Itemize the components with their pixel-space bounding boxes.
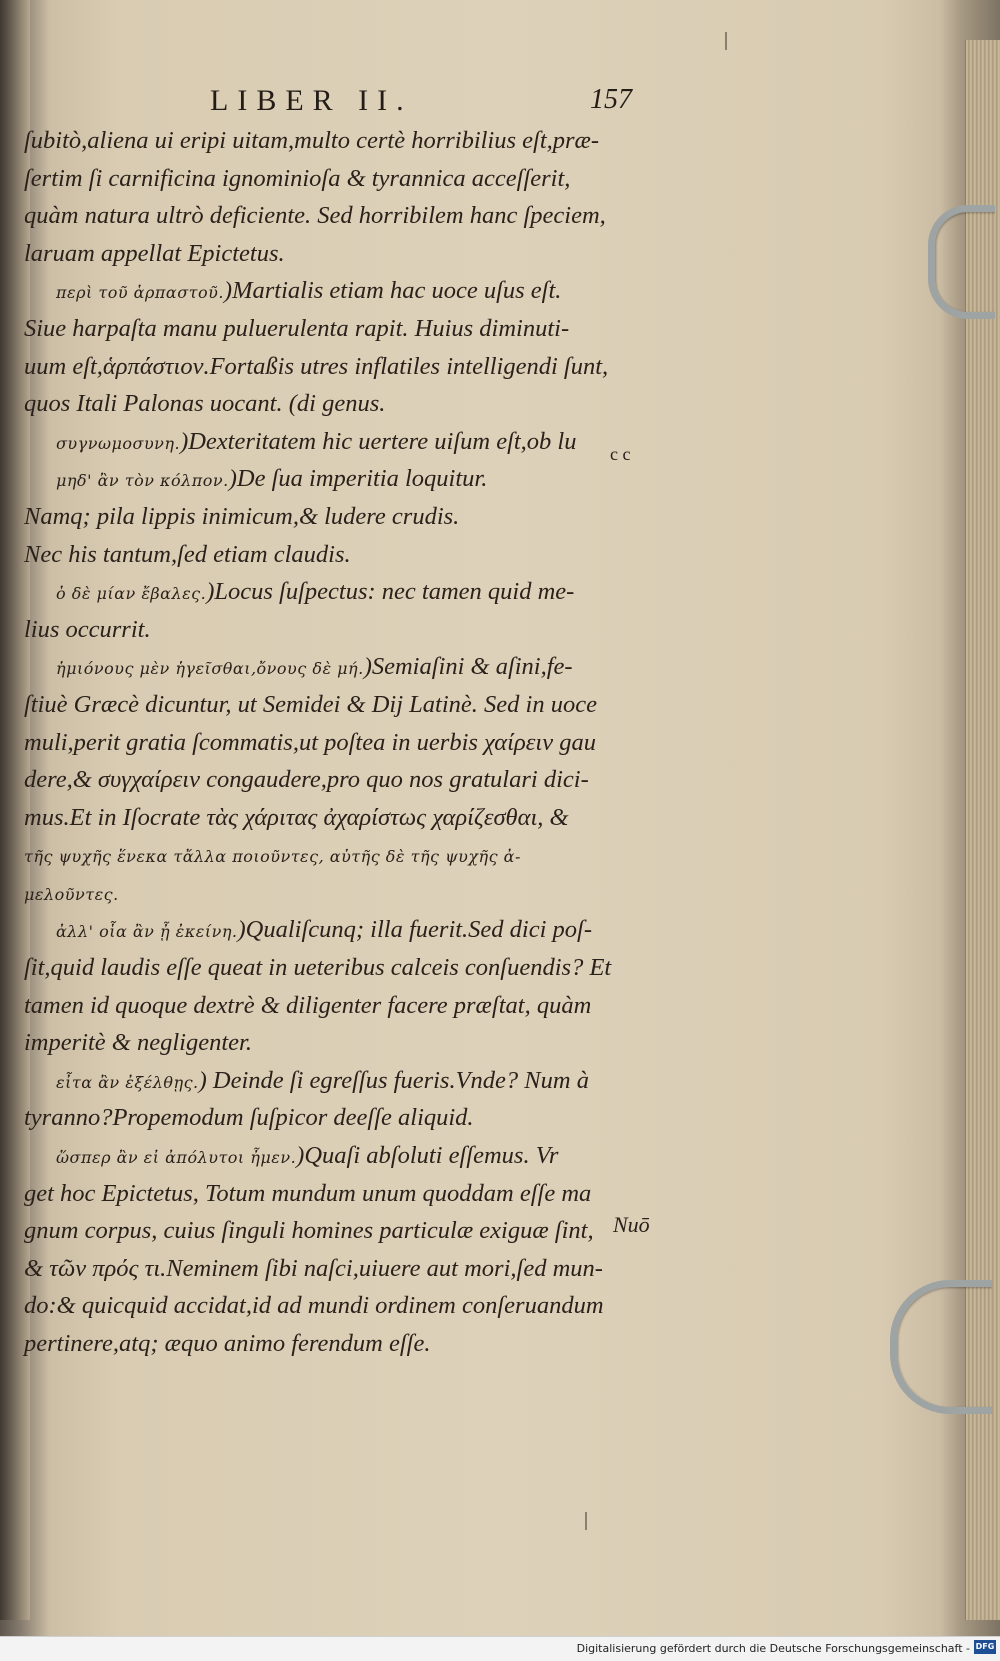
greek-lemma: μελοῦντες. (24, 884, 119, 904)
greek-lemma: μηδ' ἂν τὸν κόλπον. (56, 471, 229, 491)
latin-text: ) Deinde ſi egreſſus fueris.Vnde? Num à (198, 1066, 589, 1094)
text-line (24, 949, 664, 987)
text-line (24, 385, 664, 423)
running-head: LIBER II. (210, 84, 413, 117)
latin-text: uum eſt,ἁρπάστιον.Fortaßis utres inflatiles intelligendi ſunt, (24, 352, 609, 380)
latin-text: get hoc Epictetus, Totum mundum unum quoddam eſſe ma (24, 1179, 592, 1207)
latin-text: ſertim ſi carnificina ignominioſa & tyrannica acceſſerit, (24, 164, 571, 192)
text-line (24, 460, 664, 498)
latin-text: )Qualiſcunq; illa fuerit.Sed dici poſ- (237, 916, 593, 944)
text-line (24, 911, 664, 949)
text-line (24, 272, 664, 310)
text-line (24, 536, 664, 574)
text-line (24, 987, 664, 1025)
catchword: Nuō (613, 1212, 650, 1237)
latin-text: imperitè & negligenter. (24, 1029, 252, 1057)
latin-text: tyranno?Propemodum ſuſpicor deeſſe aliquid. (24, 1104, 474, 1132)
latin-text: laruam appellat Epictetus. (24, 239, 285, 267)
latin-text: )Quaſi abſoluti eſſemus. Vr (296, 1142, 559, 1170)
latin-text: ſtiuè Græcè dicuntur, ut Semidei & Dij Latinè. Sed in uoce (24, 690, 597, 718)
greek-lemma: εἶτα ἂν ἐξέλθῃς. (56, 1072, 199, 1092)
text-line (24, 761, 664, 799)
text-line (24, 686, 664, 724)
greek-lemma: ἡμιόνους μὲν ἡγεῖσθαι,ὄνους δὲ μή. (56, 659, 364, 679)
text-line (24, 423, 664, 461)
text-line (24, 348, 664, 386)
latin-text: Namq; pila lippis inimicum,& ludere crudis. (24, 502, 460, 530)
latin-text: muli,perit gratia ſcommatis,ut poſtea in uerbis χαίρειν gau (24, 728, 596, 756)
text-line (24, 648, 664, 686)
latin-text: )Martialis etiam hac uoce uſus eſt. (223, 277, 562, 305)
body-text (24, 122, 664, 1363)
latin-text: )Locus ſuſpectus: nec tamen quid me- (206, 578, 575, 606)
text-line (24, 498, 664, 536)
latin-text: gnum corpus, cuius ſinguli homines particulæ exiguæ ſint, (24, 1217, 594, 1245)
text-line (24, 573, 664, 611)
latin-text: ſit,quid laudis eſſe queat in ueteribus calceis conſuendis? Et (24, 954, 612, 982)
ink-speck (725, 32, 727, 50)
margin-mark: c c (610, 444, 631, 464)
text-line (24, 1137, 664, 1175)
latin-text: lius occurrit. (24, 615, 151, 643)
text-line (24, 235, 664, 273)
latin-text: dere,& συγχαίρειν congaudere,pro quo nos gratulari dici- (24, 766, 589, 794)
greek-lemma: περὶ τοῦ ἁρπαστοῦ. (56, 283, 224, 303)
text-line (24, 874, 664, 912)
text-line (24, 1250, 664, 1288)
text-line (24, 1175, 664, 1213)
latin-text: mus.Et in Iſocrate τὰς χάριτας ἀχαρίστως χαρίζεσθαι, & (24, 803, 569, 831)
greek-lemma: ἀλλ' οἷα ἂν ᾖ ἐκείνη. (56, 922, 238, 942)
text-line (24, 1062, 664, 1100)
text-line (24, 1325, 664, 1363)
latin-text: )Semiaſini & aſini,fe- (363, 653, 573, 681)
paper-clip-bottom (890, 1280, 992, 1414)
text-line (24, 122, 664, 160)
text-line (24, 1024, 664, 1062)
text-line (24, 724, 664, 762)
ink-speck (585, 1512, 587, 1530)
latin-text: quos Itali Palonas uocant. (di genus. (24, 390, 386, 418)
digitization-credit: Digitalisierung gefördert durch die Deutsche Forschungsgemeinschaft - (576, 1642, 970, 1655)
text-line (24, 799, 664, 837)
page-number: 157 (590, 84, 632, 115)
latin-text: tamen id quoque dextrè & diligenter facere præſtat, quàm (24, 991, 592, 1019)
text-line (24, 1287, 664, 1325)
latin-text: & τῶν πρός τι.Neminem ſibi naſci,uiuere aut mori,ſed mun- (24, 1254, 603, 1282)
latin-text: Nec his tantum,ſed etiam claudis. (24, 540, 351, 568)
paper-clip-top (928, 205, 995, 319)
greek-lemma: συγνωμοσυνη. (56, 433, 181, 453)
text-line (24, 1212, 664, 1250)
greek-lemma: ὁ δὲ μίαν ἔβαλες. (56, 584, 207, 604)
latin-text: pertinere,atq; æquo animo ferendum eſſe. (24, 1330, 431, 1357)
latin-text: quàm natura ultrò deficiente. Sed horribilem hanc ſpeciem, (24, 202, 606, 230)
greek-lemma: ὥσπερ ἂν εἰ ἀπόλυτοι ἦμεν. (56, 1148, 297, 1168)
text-line (24, 160, 664, 198)
text-line (24, 611, 664, 649)
text-line (24, 310, 664, 348)
previous-page-bleed (2, 210, 26, 1110)
latin-text: )Dexteritatem hic uertere uiſum eſt,ob lu (180, 427, 577, 455)
text-line (24, 197, 664, 235)
greek-lemma: τῆς ψυχῆς ἕνεκα τἄλλα ποιοῦντες, αὐτῆς δὲ τῆς ψυχῆς ἀ- (24, 847, 521, 867)
latin-text: ſubitò,aliena ui eripi uitam,multo certè horribilius eſt,præ- (24, 127, 600, 154)
text-line (24, 836, 664, 874)
latin-text: do:& quicquid accidat,id ad mundi ordinem conſeruandum (24, 1292, 604, 1320)
text-line (24, 1099, 664, 1137)
latin-text: )De ſua imperitia loquitur. (228, 465, 488, 493)
latin-text: Siue harpaſta manu puluerulenta rapit. Huius diminuti- (24, 314, 570, 342)
dfg-logo: DFG (974, 1640, 996, 1654)
